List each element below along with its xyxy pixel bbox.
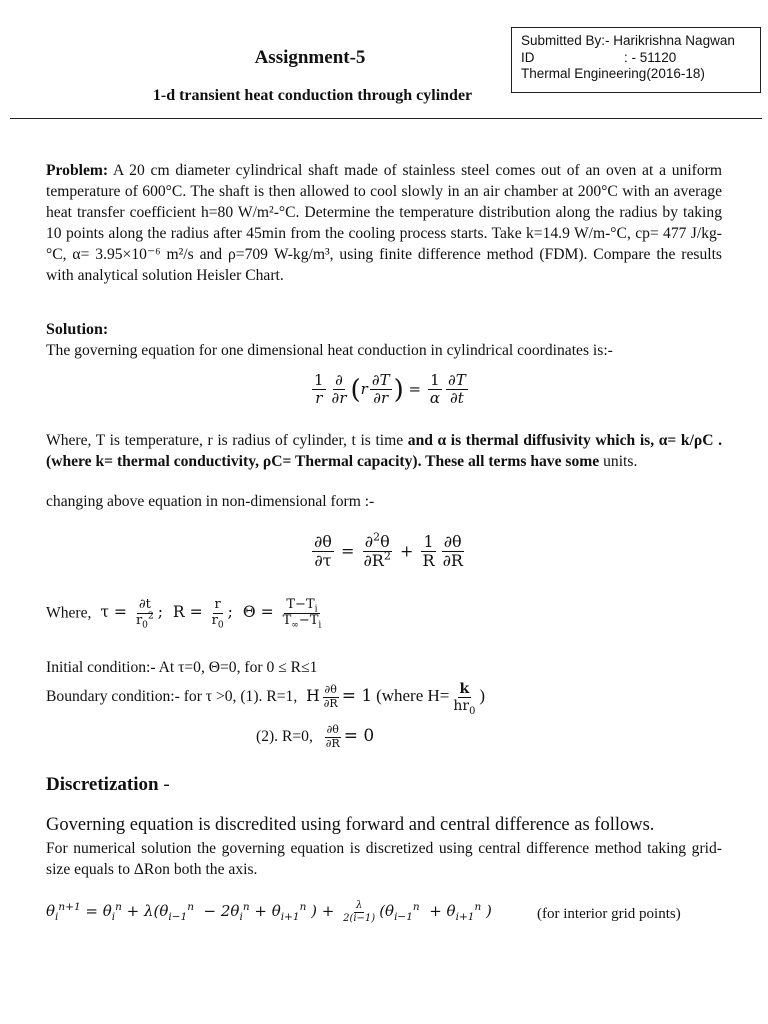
governing-equation: $\frac{1}{r}$ $\frac{\partial}{\partial r}$ (r $\frac{\partial T}{\partial r}$ ) = $\frac{1}{\alpha}$ $\frac{\partial T}{\partial t}$ (314, 371, 466, 408)
problem-label: Problem: (46, 162, 109, 179)
nondim-intro: changing above equation in non-dimensional form :- (46, 493, 375, 510)
bc1-prefix: Boundary condition:- for τ >0, (1). R=1, (46, 688, 298, 706)
submitted-by: Submitted By:- Harikrishna Nagwan (521, 33, 735, 48)
where-definitions (46, 430, 722, 472)
solution-label: Solution: (46, 321, 109, 338)
assignment-title: Assignment-5 (254, 47, 366, 68)
where-bold: and α is thermal diffusivity which is, α= k/ρC . (where k= thermal conductivity, ρC= Thermal capacity). These all terms have some (46, 432, 722, 470)
boundary-condition-1: Boundary condition:- for τ >0, (1). R=1, H $\frac{\partial\theta}{\partial R}$ = 1 (where H= $\frac{k}{hr_0}$ ) (46, 681, 485, 717)
discretization-line1: Governing equation is discredited using forward and central difference as follows. (46, 815, 655, 835)
submission-info-box (511, 27, 761, 93)
initial-condition: Initial condition:- At τ=0, Θ=0, for 0 ≤ R≤1 (46, 659, 318, 676)
problem-paragraph (46, 160, 722, 286)
discretization-heading (46, 774, 170, 796)
where-end: units. (603, 453, 638, 470)
assignment-subtitle: 1-d transient heat conduction through cylinder (152, 87, 473, 104)
where2-label: Where, (46, 604, 92, 622)
fdm-equation: $\theta_i^{n+1} = \theta_i^n + \lambda(\theta_{i-1}^n - 2\theta_i^n + \theta_{i+1}^n$ ) + $\frac{\lambda}{2(i-1)}$ ($\theta_{i-1}^n + \theta_{i+1}^n$ ) (46, 900, 492, 924)
nondim-definitions: Where, τ = $\frac{\partial t}{r_0^2}$ ; R = $\frac{r}{r_0}$ ; Θ = $\frac{T-T_i}{T_\infty-T_i}$ (46, 597, 322, 631)
department: Thermal Engineering(2016-18) (521, 66, 705, 81)
solution-intro: The governing equation for one dimensional heat conduction in cylindrical coordinates is:- (46, 342, 613, 359)
header-divider (10, 118, 762, 119)
problem-text: A 20 cm diameter cylindrical shaft made of stainless steel comes out of an oven at a uniform temperature of 600°C. The shaft is then allowed to cool slowly in an air chamber at 200°C with an average heat transfer coefficient h=80 W/m²-°C. Determine the temperature distribution along the radius by taking 10 points along the radius after 45min from the cooling process starts. Take k=14.9 W/m-°C, cp= 477 J/kg-°C, α= 3.95×10⁻⁶ m²/s and ρ=709 W-kg/m³, using finite difference method (FDM). Compare the results with analytical solution Heisler Chart. (46, 162, 722, 284)
bc1-where: (where H= (376, 686, 450, 706)
where-plain: Where, T is temperature, r is radius of cylinder, t is time (46, 432, 404, 449)
discretization-line2: For numerical solution the governing equation is discretized using central difference method taking grid-size equals to ΔRon both the axis. (46, 840, 722, 878)
student-id-row (521, 50, 751, 67)
nondim-equation: $\frac{\partial\theta}{\partial\tau}$ = $\frac{\partial^2\theta}{\partial R^2}$ + $\frac{1}{R}$ $\frac{\partial\theta}{\partial R}$ (314, 530, 463, 571)
id-label: ID (521, 49, 535, 65)
discretization-dash: - (158, 774, 170, 795)
discretization-title: Discretization (46, 774, 159, 795)
interior-points-note: (for interior grid points) (537, 906, 681, 922)
boundary-condition-2: (2). R=0, $\frac{\partial\theta}{\partial R}$ = 0 (256, 723, 375, 750)
bc2-prefix: (2). R=0, (256, 728, 313, 746)
id-value: : - 51120 (624, 49, 677, 65)
